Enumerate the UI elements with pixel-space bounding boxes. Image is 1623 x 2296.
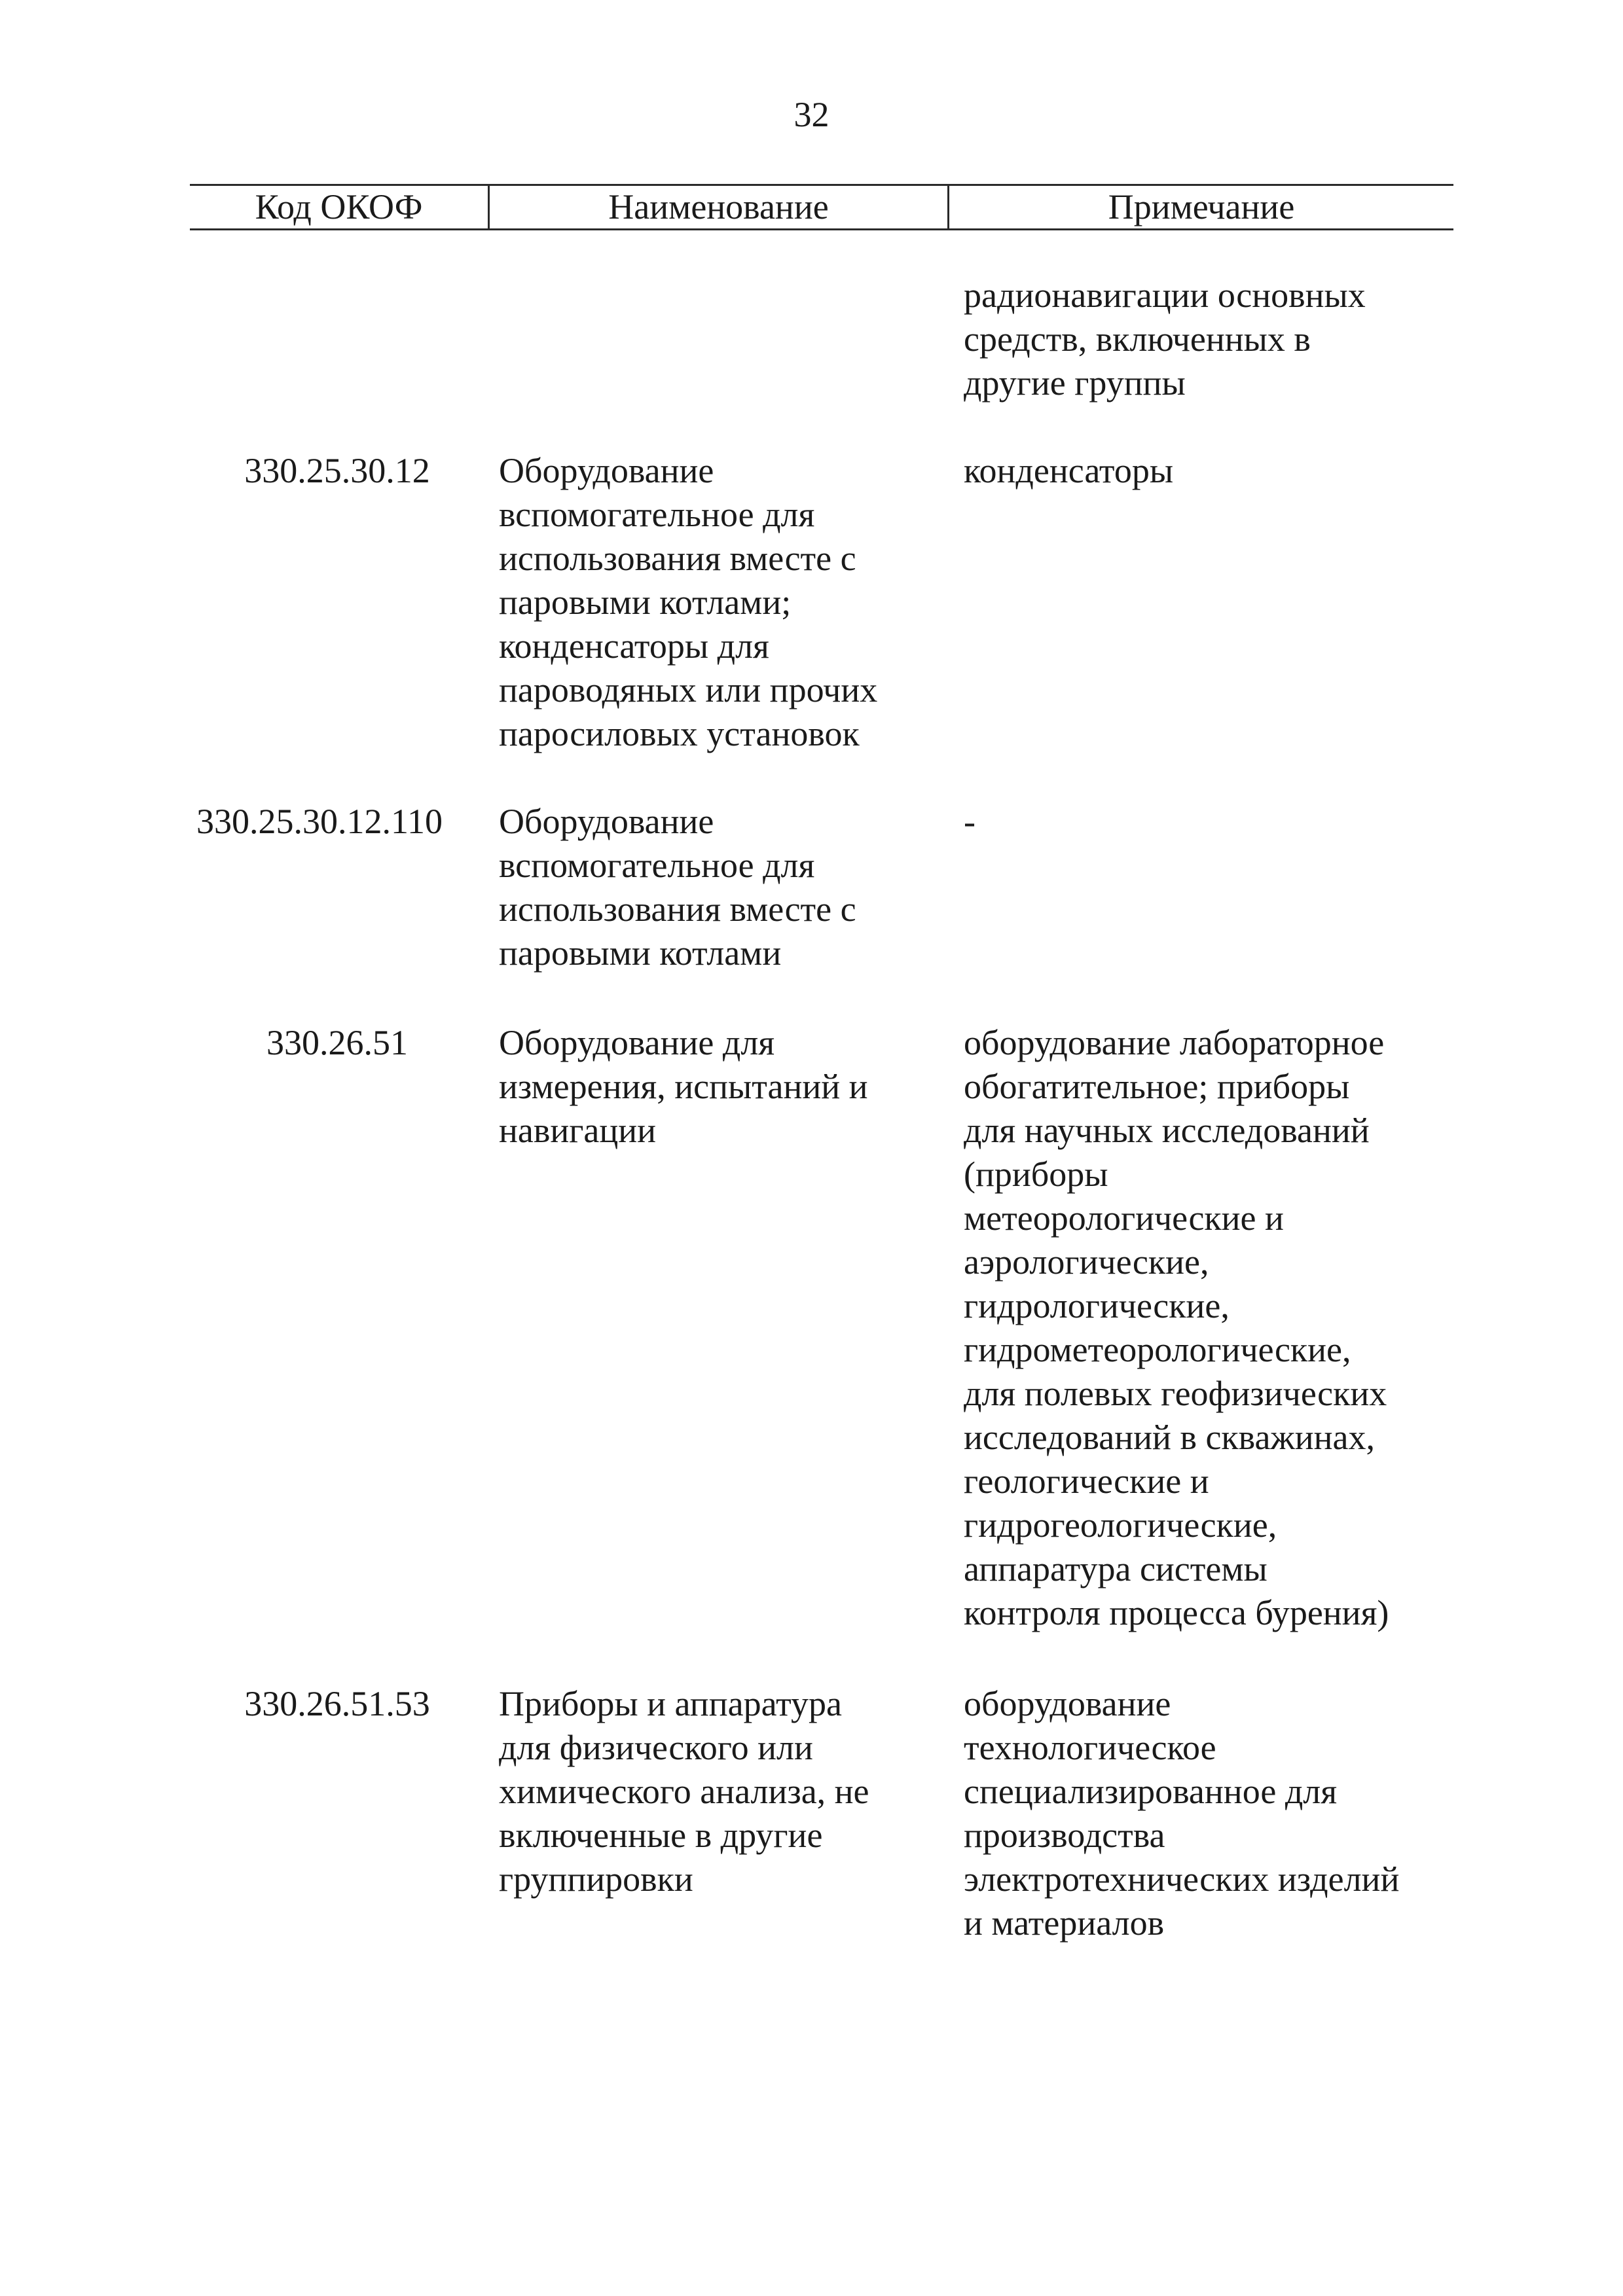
header-name: Наименование: [608, 187, 829, 226]
row-3-code: 330.25.30.12.110: [196, 802, 443, 841]
row-1-note: радионавигации основных средств, включенных в другие группы: [964, 276, 1366, 403]
page-number: 32: [793, 95, 830, 134]
row-2-note: конденсаторы: [964, 451, 1174, 490]
row-3-note: -: [964, 802, 976, 841]
row-4-note: оборудование лабораторное обогатительное; приборы для научных исследований (приборы метеорологические и аэрологические, гидрологические, гидрометеорологические, для полевых геофизических исследований в скважинах, геологические и гидрогеологические, аппаратура системы контроля процесса бурения): [964, 1023, 1389, 1632]
row-4-code: 330.26.51: [266, 1023, 408, 1062]
header-note: Примечание: [1108, 187, 1295, 226]
row-2-code: 330.25.30.12: [244, 451, 430, 490]
row-5-note: оборудование технологическое специализированное для производства электротехнических изделий и материалов: [964, 1684, 1400, 1943]
header-code: Код ОКОФ: [255, 187, 423, 226]
row-3-name: Оборудование вспомогательное для использования вместе с паровыми котлами: [499, 802, 856, 973]
row-2-name: Оборудование вспомогательное для использования вместе с паровыми котлами; конденсаторы для пароводяных или прочих паросиловых установок: [499, 451, 878, 753]
row-5-code: 330.26.51.53: [244, 1684, 430, 1723]
row-4-name: Оборудование для измерения, испытаний и навигации: [499, 1023, 868, 1150]
row-5-name: Приборы и аппаратура для физического или химического анализа, не включенные в другие группировки: [499, 1684, 869, 1899]
